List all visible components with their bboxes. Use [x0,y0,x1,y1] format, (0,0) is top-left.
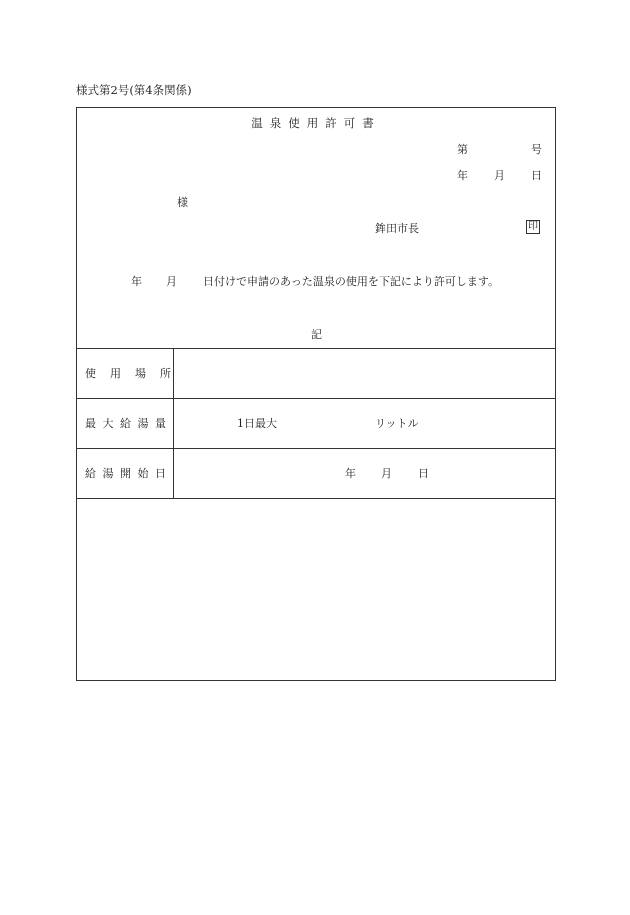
number-suffix: 号 [531,143,542,156]
document-title: 温泉使用許可書 [251,116,381,130]
divider [77,398,555,399]
start-date-day: 日 [418,467,429,480]
body-text: 日付けで申請のあった温泉の使用を下記により許可します。 [203,275,500,288]
row-label-location: 使用場所 [85,367,185,380]
row-label-max-supply: 最大給湯量 [85,417,173,430]
row-label-start-date: 給湯開始日 [85,467,173,480]
divider [77,448,555,449]
body-year: 年 [131,275,142,288]
max-supply-prefix: 1日最大 [237,417,277,430]
max-supply-unit: リットル [375,417,419,430]
permit-form [76,107,556,681]
date-month: 月 [494,169,505,182]
body-month: 月 [166,275,177,288]
start-date-month: 月 [381,467,392,480]
date-day: 日 [531,169,542,182]
form-number-label: 様式第2号(第4条関係) [76,83,192,97]
seal-mark: 印 [528,221,538,232]
start-date-year: 年 [345,467,356,480]
location-value [175,349,555,397]
issuer-name: 鉾田市長 [375,222,419,235]
ki-heading: 記 [311,328,322,341]
date-year: 年 [457,169,468,182]
addressee-suffix: 様 [177,196,188,209]
number-prefix: 第 [457,143,468,156]
divider [77,498,555,499]
